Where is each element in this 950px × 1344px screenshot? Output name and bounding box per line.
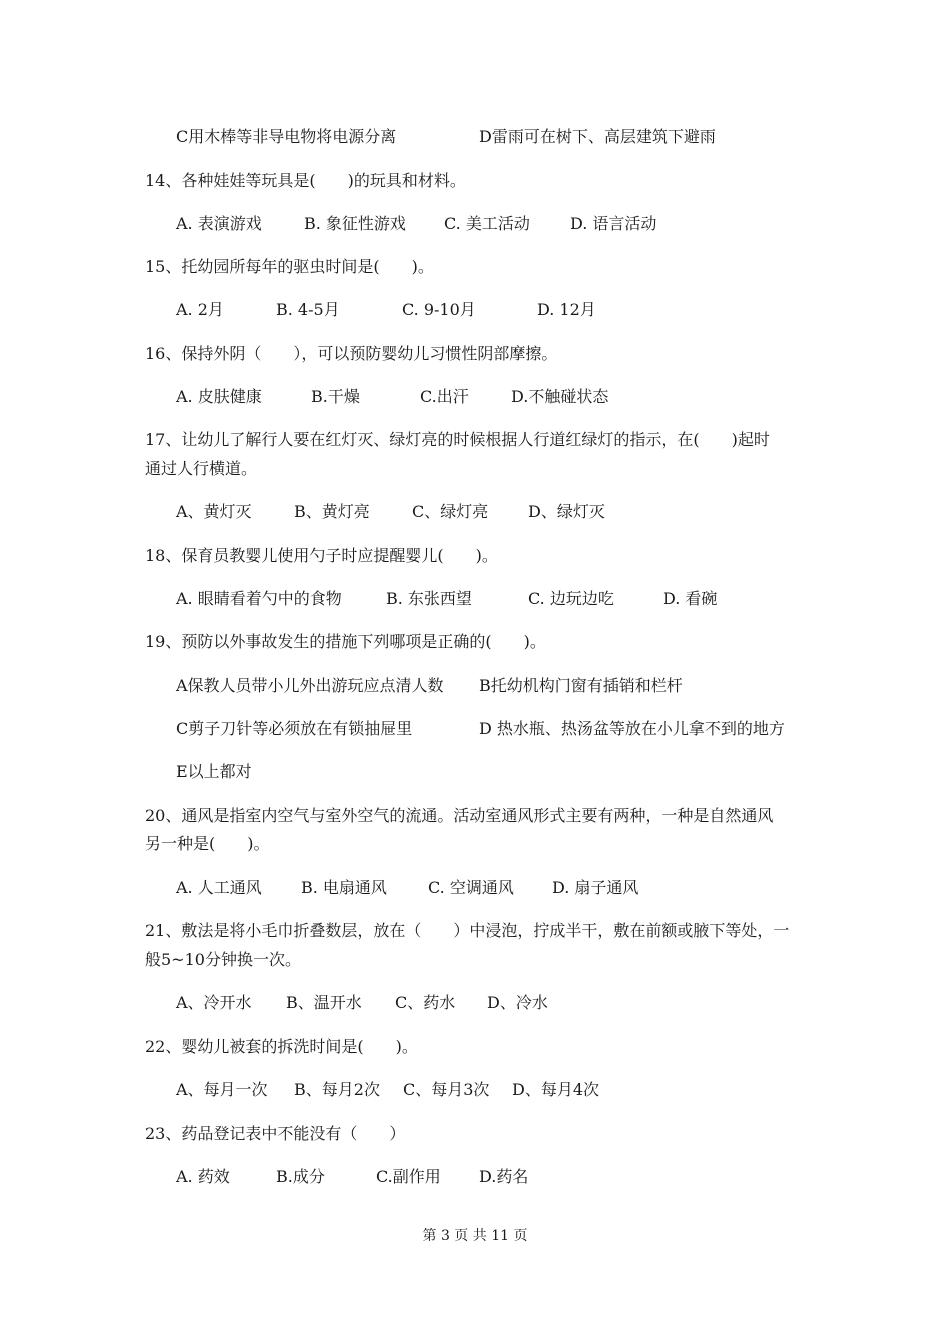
q14-option-a: A. 表演游戏 [176,214,262,233]
question-23-stem: 23、药品登记表中不能没有（ ） [145,1124,406,1143]
question-19-stem: 19、预防以外事故发生的措施下列哪项是正确的( )。 [145,632,546,651]
question-22-stem: 22、婴幼儿被套的拆洗时间是( )。 [145,1037,418,1056]
q20-option-c: C. 空调通风 [428,878,514,897]
question-18-stem: 18、保育员教婴儿使用勺子时应提醒婴儿( )。 [145,546,498,565]
question-20-stem-line1: 20、通风是指室内空气与室外空气的流通。活动室通风形式主要有两种，一种是自然通风 [145,806,774,825]
q18-option-d: D. 看碗 [663,589,718,608]
question-15-stem: 15、托幼园所每年的驱虫时间是( )。 [145,257,434,276]
q21-option-d: D、冷水 [487,993,548,1012]
question-17-stem-line1: 17、让幼儿了解行人要在红灯灭、绿灯亮的时候根据人行道红绿灯的指示，在( )起时 [145,430,770,449]
question-18-options [176,589,718,609]
q22-option-a: A、每月一次 [176,1080,268,1099]
q22-option-d: D、每月4次 [512,1080,600,1099]
question-17-options [176,502,605,522]
q20-option-b: B. 电扇通风 [301,878,387,897]
q23-option-d: D.药名 [479,1167,529,1186]
q23-option-c: C.副作用 [376,1167,441,1186]
q16-option-c: C.出汗 [420,387,469,406]
q19-option-b: B托幼机构门窗有插销和栏杆 [479,676,683,695]
q15-option-b: B. 4-5月 [276,300,340,319]
q17-option-d: D、绿灯灭 [528,502,605,521]
question-21-stem-line2: 般5~10分钟换一次。 [145,950,301,969]
q14-option-c: C. 美工活动 [444,214,530,233]
q21-option-b: B、温开水 [286,993,362,1012]
q14-option-d: D. 语言活动 [570,214,657,233]
q19-option-d: D 热水瓶、热汤盆等放在小儿拿不到的地方 [479,719,785,738]
page-number-footer: 第 3 页 共 11 页 [422,1228,528,1244]
q13-option-d: D雷雨可在树下、高层建筑下避雨 [479,127,716,146]
question-20-stem-line2: 另一种是( )。 [145,834,270,853]
question-16-options [176,387,609,407]
q20-option-d: D. 扇子通风 [552,878,639,897]
q14-option-b: B. 象征性游戏 [304,214,406,233]
q17-option-a: A、黄灯灭 [176,502,252,521]
q21-option-a: A、冷开水 [176,993,252,1012]
q23-option-a: A. 药效 [176,1167,230,1186]
q17-option-c: C、绿灯亮 [412,502,489,521]
q22-option-b: B、每月2次 [294,1080,380,1099]
q18-option-b: B. 东张西望 [386,589,472,608]
q16-option-d: D.不触碰状态 [511,387,609,406]
q15-option-a: A. 2月 [176,300,224,319]
q21-option-c: C、药水 [395,993,456,1012]
question-14-stem: 14、各种娃娃等玩具是( )的玩具和材料。 [145,171,466,190]
q15-option-c: C. 9-10月 [402,300,476,319]
q16-option-a: A. 皮肤健康 [176,387,262,406]
q18-option-c: C. 边玩边吃 [528,589,614,608]
question-23-options [176,1167,529,1187]
q18-option-a: A. 眼睛看着勺中的食物 [176,589,342,608]
question-17-stem-line2: 通过人行横道。 [145,459,258,478]
question-21-options [176,993,548,1013]
question-22-options [176,1080,600,1100]
q20-option-a: A. 人工通风 [176,878,262,897]
q19-option-c: C剪子刀针等必须放在有锁抽屉里 [176,719,413,738]
question-15-options [176,300,596,320]
q16-option-b: B.干燥 [311,387,360,406]
question-21-stem-line1: 21、敷法是将小毛巾折叠数层，放在（ ）中浸泡，拧成半干，敷在前额或腋下等处，一 [145,921,790,940]
q17-option-b: B、黄灯亮 [294,502,370,521]
question-14-options [176,214,657,234]
question-20-options [176,878,639,898]
q19-option-a: A保教人员带小儿外出游玩应点清人数 [176,676,444,695]
q22-option-c: C、每月3次 [403,1080,490,1099]
q19-option-e: E以上都对 [176,762,252,781]
question-16-stem: 16、保持外阴（ ），可以预防婴幼儿习惯性阴部摩擦。 [145,344,558,363]
q23-option-b: B.成分 [276,1167,325,1186]
q15-option-d: D. 12月 [537,300,596,319]
q13-option-c: C用木棒等非导电物将电源分离 [176,127,397,146]
